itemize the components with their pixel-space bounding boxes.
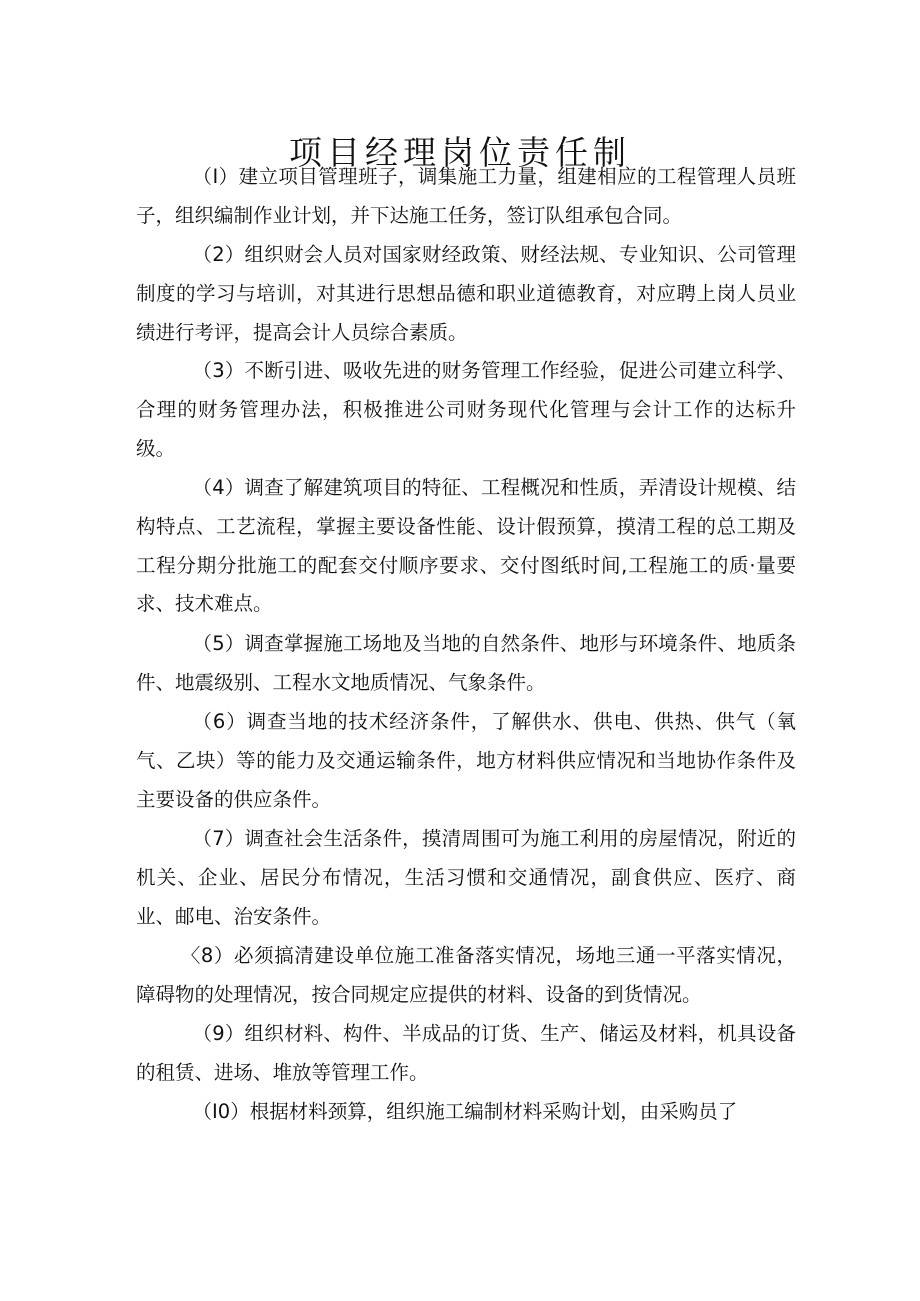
paragraph-9: （9）组织材料、构件、半成品的订货、生产、储运及材料，机具设备的租赁、进场、堆放等管理工作。	[136, 1022, 796, 1084]
paragraph-1: （I）建立项目管理班子，调集施工力量，组建相应的工程管理人员班子，组织编制作业计划，并下达施工任务，签订队组承包合同。	[136, 165, 796, 227]
page-title: 项目经理岗位责任制	[289, 133, 631, 173]
paragraph-5: （5）调查掌握施工场地及当地的自然条件、地形与环境条件、地质条件、地震级别、工程水文地质情况、气象条件。	[136, 632, 796, 694]
paragraph-10: （I0）根据材料颈算，组织施工编制材料采购计划，由采购员了	[192, 1100, 738, 1123]
paragraph-8: 〈8）必须搞清建设单位施工准备落实情况，场地三通一平落实情况，障碍物的处理情况，按合同规定应提供的材料、设备的到货情况。	[136, 944, 796, 1006]
paragraph-6: （6）调查当地的技术经济条件，了解供水、供电、供热、供气（氧气、乙块）等的能力及交通运输条件，地方材料供应情况和当地协作条件及主要设备的供应条件。	[136, 710, 796, 811]
paragraph-3: （3）不断引进、吸收先进的财务管理工作经验，促进公司建立科学、合理的财务管理办法，积极推进公司财务现代化管理与会计工作的达标升级。	[136, 359, 796, 460]
paragraph-2: （2）组织财会人员对国家财经政策、财经法规、专业知识、公司管理制度的学习与培训，对其进行思想品德和职业道德教育，对应聘上岗人员业绩进行考评，提高会计人员综合素质。	[136, 243, 796, 344]
paragraph-4: （4）调查了解建筑项目的特征、工程概况和性质，弄清设计规模、结构特点、工艺流程，掌握主要设备性能、设计假预算，摸清工程的总工期及工程分期分批施工的配套交付顺序要求、交付图纸时间,工程施工的质·量要求、技术难点。	[136, 476, 796, 616]
paragraph-7: （7）调查社会生活条件，摸清周围可为施工利用的房屋情况，附近的机关、企业、居民分布情况，生活习惯和交通情况，副食供应、医疗、商业、邮电、治安条件。	[136, 827, 796, 928]
